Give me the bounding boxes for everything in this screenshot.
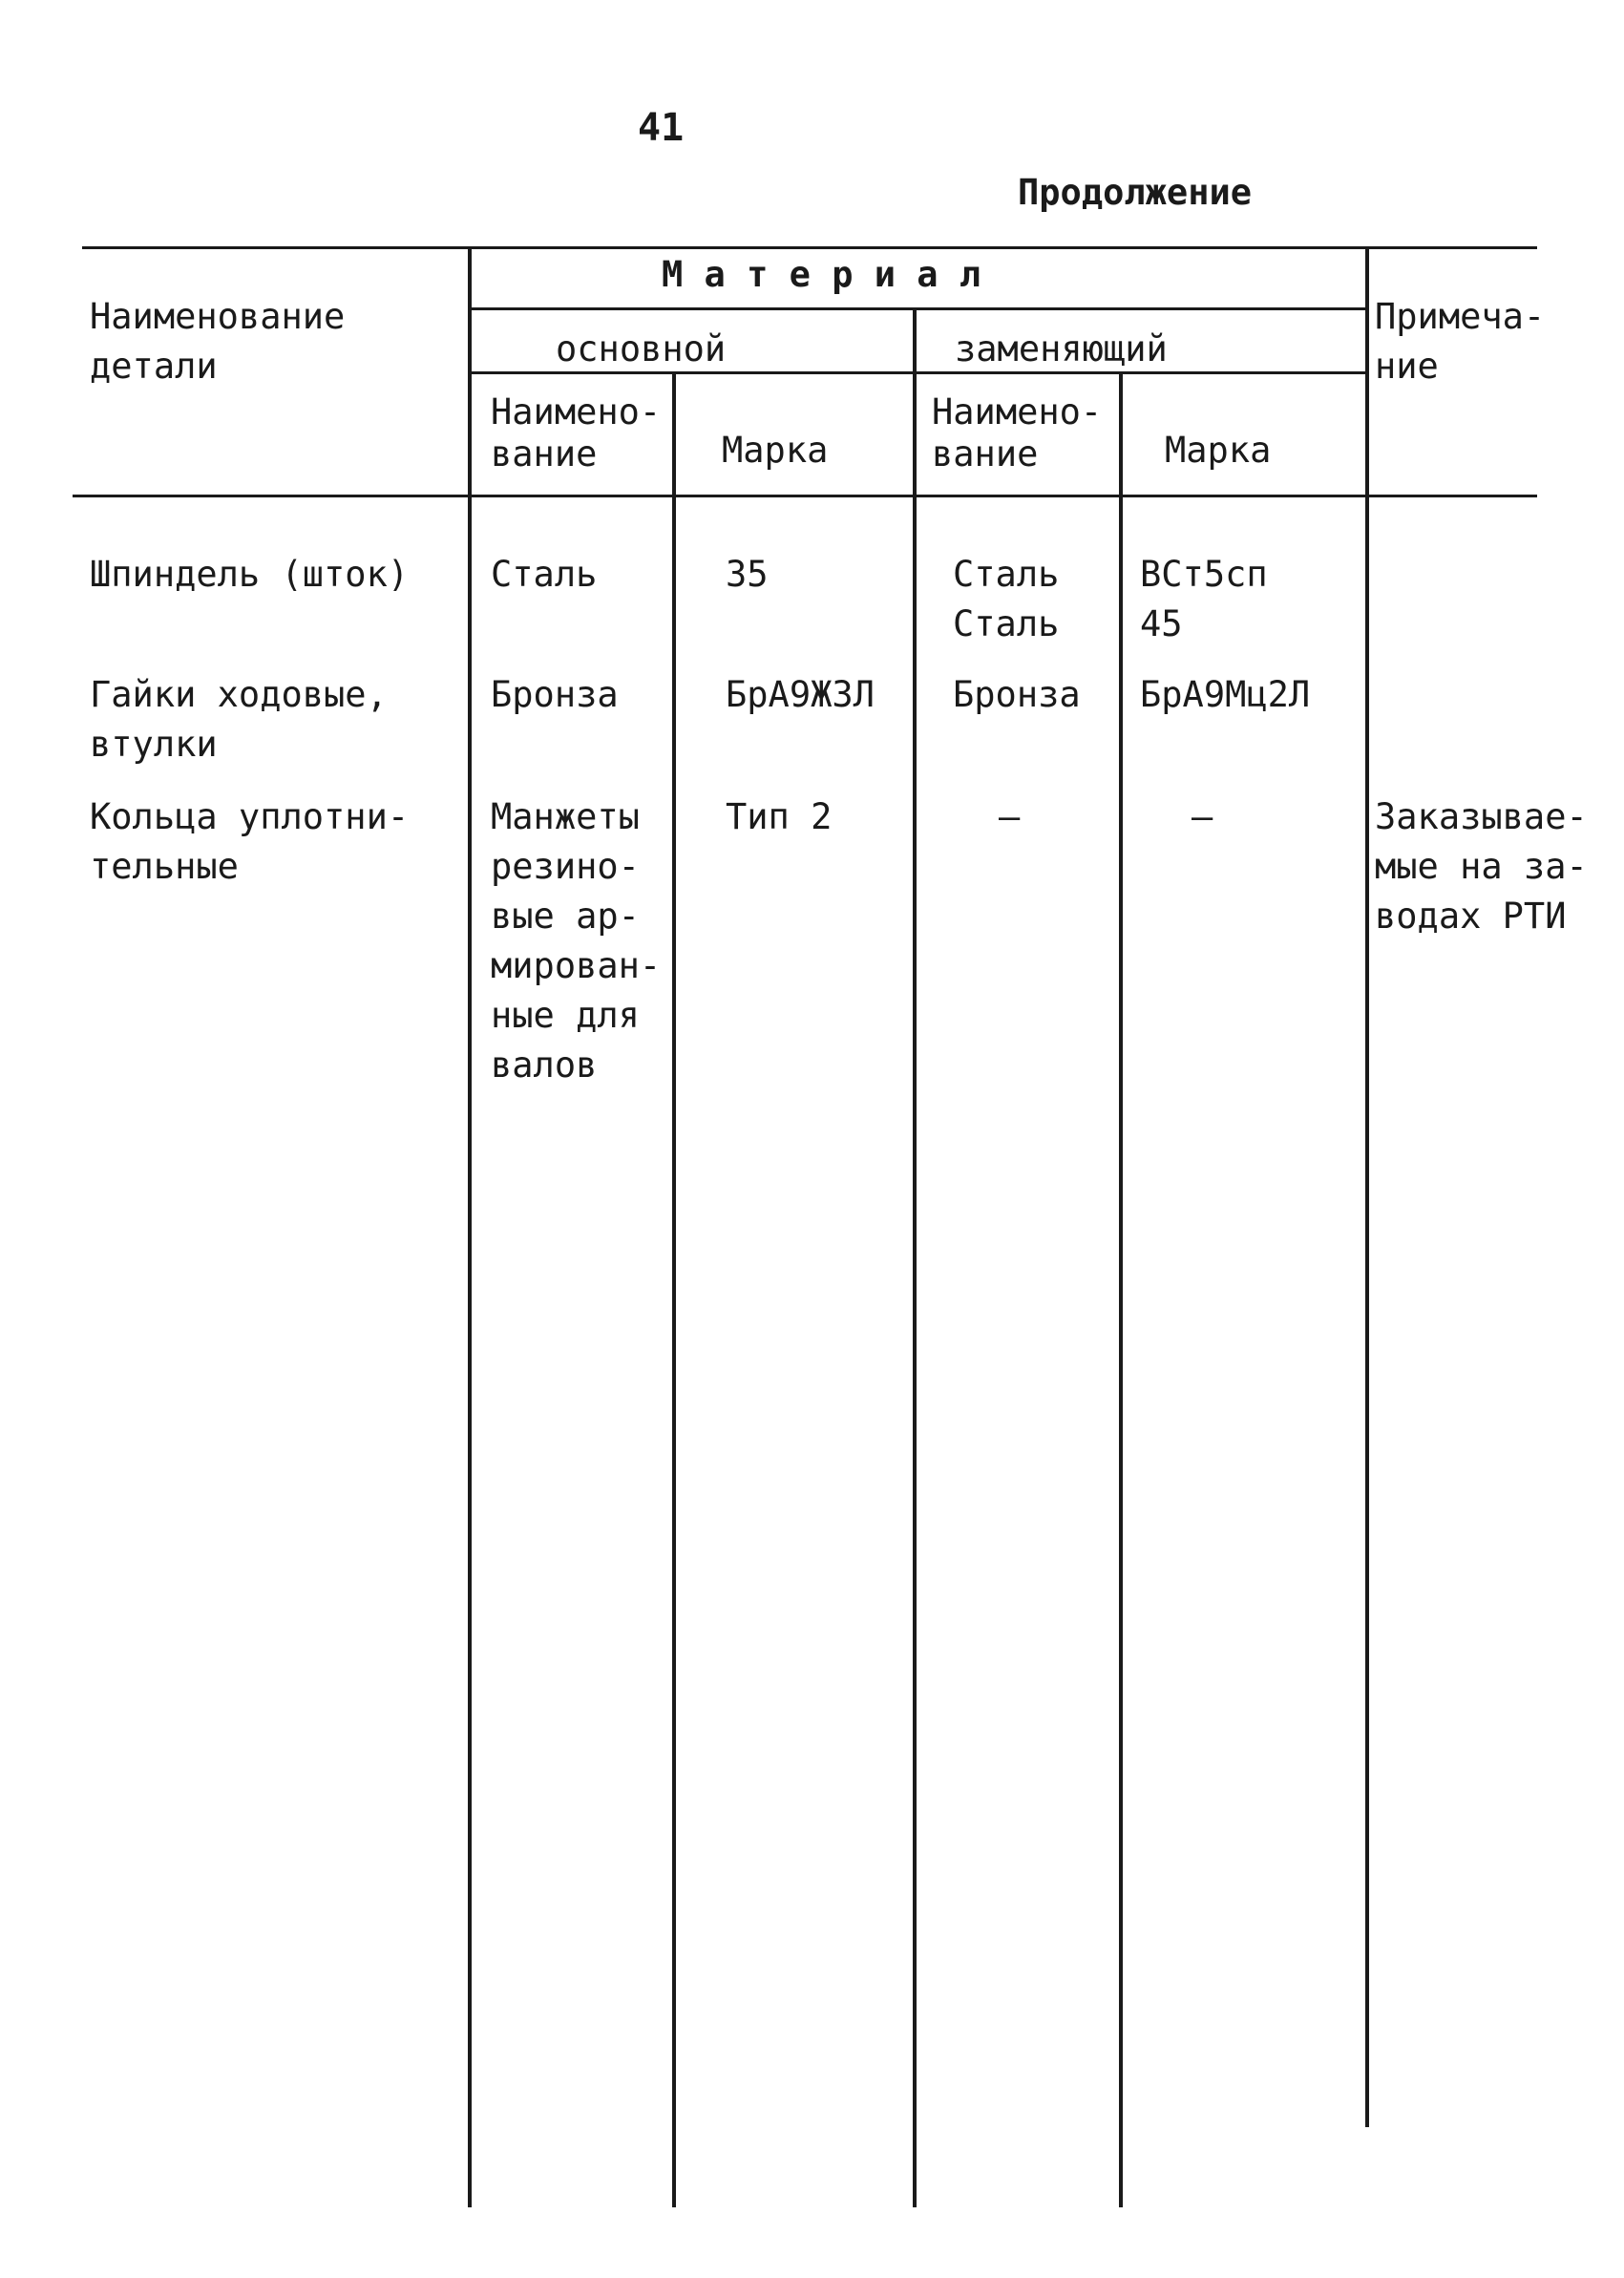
header-part-name: Наименование детали xyxy=(90,296,346,387)
cell-substitute-name: Бронза xyxy=(953,674,1081,715)
col-divider-2 xyxy=(672,371,676,2207)
cell-substitute-name: – xyxy=(999,796,1021,837)
col-divider-1 xyxy=(468,246,472,2207)
table-top-rule xyxy=(82,246,1537,249)
header-primary: основной xyxy=(556,328,727,369)
cell-primary-grade: 35 xyxy=(726,554,769,595)
cell-substitute-grade: – xyxy=(1192,796,1213,837)
header-note: Примеча- ние xyxy=(1375,296,1546,387)
cell-substitute-grade: ВСт5сп 45 xyxy=(1140,554,1268,644)
header-material: М а т е р и а л xyxy=(662,254,981,295)
header-primary-name: Наимено- вание xyxy=(491,391,662,475)
cell-part: Шпиндель (шток) xyxy=(90,554,410,595)
col-divider-5 xyxy=(1365,246,1369,2127)
cell-substitute-grade: БрА9Мц2Л xyxy=(1140,674,1311,715)
cell-primary-name: Манжеты резино- вые ар- мирован- ные для валов xyxy=(491,796,662,1086)
cell-primary-name: Сталь xyxy=(491,554,598,595)
page-number: 41 xyxy=(638,106,685,150)
cell-note: Заказывае- мые на за- водах РТИ xyxy=(1375,796,1588,937)
col-divider-3 xyxy=(913,307,917,2207)
cell-primary-grade: БрА9Ж3Л xyxy=(726,674,875,715)
header-substitute-grade: Марка xyxy=(1165,430,1272,471)
cell-part: Кольца уплотни- тельные xyxy=(90,796,410,887)
cell-primary-grade: Тип 2 xyxy=(726,796,833,837)
header-bottom-rule xyxy=(73,495,1537,497)
cell-substitute-name: Сталь Сталь xyxy=(953,554,1060,644)
col-divider-4 xyxy=(1119,371,1123,2207)
material-rule xyxy=(470,307,1365,310)
header-substitute-name: Наимено- вание xyxy=(932,391,1103,475)
cell-part: Гайки ходовые, втулки xyxy=(90,674,388,765)
header-substitute: заменяющий xyxy=(955,328,1168,369)
continuation-label: Продолжение xyxy=(1018,172,1253,213)
cell-primary-name: Бронза xyxy=(491,674,619,715)
header-primary-grade: Марка xyxy=(722,430,829,471)
